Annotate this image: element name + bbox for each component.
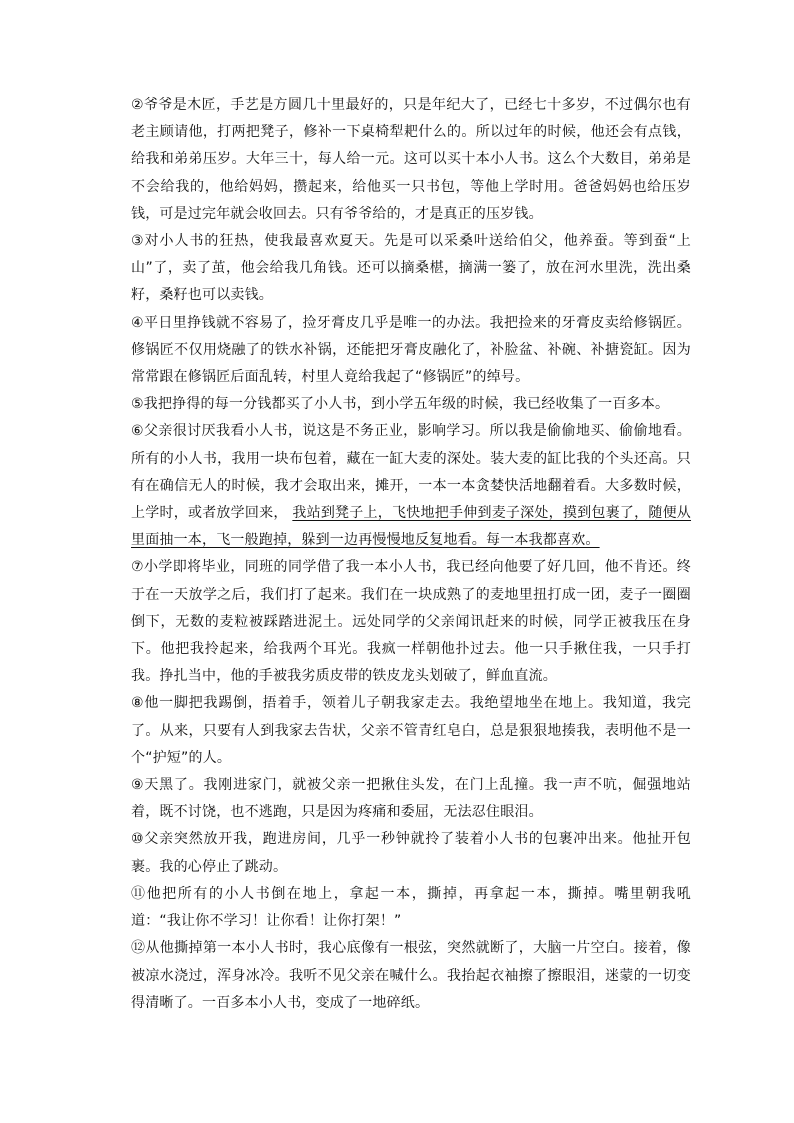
document-page [131, 92, 691, 1017]
paragraph-6-underlined-passage: 我站到凳子上，飞快地把手伸到麦子深处，摸到包裹了，随便从里面抽一本，飞一般跑掉，躲到一边再慢慢地反复地看。每一本我都喜欢。 [131, 505, 692, 549]
paragraph-9: ⑨天黑了。我刚进家门，就被父亲一把揪住头发，在门上乱撞。我一声不吭，倔强地站着，既不讨饶，也不逃跑，只是因为疼痛和委屈，无法忍住眼泪。 [131, 777, 691, 821]
paragraph-6 [131, 418, 691, 554]
paragraph-12: ⑫从他撕掉第一本小人书时，我心底像有一根弦，突然就断了，大脑一片空白。接着，像被凉水浇过，浑身冰冷。我听不见父亲在喊什么。我抬起衣袖擦了擦眼泪，迷蒙的一切变得清晰了。一百多本小人书，变成了一地碎纸。 [131, 940, 691, 1011]
paragraph-2: ②爷爷是木匠，手艺是方圆几十里最好的，只是年纪大了，已经七十多岁，不过偶尔也有老主顾请他，打两把凳子，修补一下桌椅犁耙什么的。所以过年的时候，他还会有点钱，给我和弟弟压岁。大年三十，每人给一元。这可以买十本小人书。这么个大数目，弟弟是不会给我的，他给妈妈，攒起来，给他买一只书包，等他上学时用。爸爸妈妈也给压岁钱，可是过完年就会收回去。只有爷爷给的，才是真正的压岁钱。 [131, 97, 691, 222]
paragraph-11: ⑪他把所有的小人书倒在地上，拿起一本，撕掉，再拿起一本，撕掉。嘴里朝我吼道：“我让你不学习！让你看！让你打架！” [131, 885, 691, 930]
paragraph-5: ⑤我把挣得的每一分钱都买了小人书，到小学五年级的时候，我已经收集了一百多本。 [131, 396, 670, 413]
paragraph-8: ⑧他一脚把我踢倒，捂着手，领着儿子朝我家走去。我绝望地坐在地上。我知道，我完了。从来，只要有人到我家去告状，父亲不管青红皂白，总是狠狠地揍我，表明他不是一个“护短”的人。 [131, 695, 691, 766]
paragraph-6-lead: ⑥父亲很讨厌我看小人书，说这是不务正业，影响学习。所以我是偷偷地买、偷偷地看。所有的小人书，我用一块布包着，藏在一缸大麦的深处。装大麦的缸比我的个头还高。只有在确信无人的时候，我才会取出来，摊开，一本一本贪婪快活地翻着看。大多数时候，上学时，或者放学回来， [131, 423, 691, 522]
paragraph-7: ⑦小学即将毕业，同班的同学借了我一本小人书，我已经向他要了好几回，他不肯还。终于在一天放学之后，我们打了起来。我们在一块成熟了的麦地里扭打成一团，麦子一圈圈倒下，无数的麦粒被踩踏进泥土。远处同学的父亲闻讯赶来的时候，同学正被我压在身下。他把我拎起来，给我两个耳光。我疯一样朝他扑过去。他一只手揪住我，一只手打我。挣扎当中，他的手被我劣质皮带的铁皮龙头划破了，鲜血直流。 [131, 559, 691, 685]
paragraph-10: ⑩父亲突然放开我，跑进房间，几乎一秒钟就拎了装着小人书的包裹冲出来。他扯开包裹。我的心停止了跳动。 [131, 831, 691, 875]
paragraph-3: ③对小人书的狂热，使我最喜欢夏天。先是可以采桑叶送给伯父，他养蚕。等到蚕“上山”了，卖了茧，他会给我几角钱。还可以摘桑椹，摘满一篓了，放在河水里洗，洗出桑籽，桑籽也可以卖钱。 [131, 233, 691, 304]
paragraph-4: ④平日里挣钱就不容易了，捡牙膏皮几乎是唯一的办法。我把捡来的牙膏皮卖给修锅匠。修锅匠不仅用烧融了的铁水补锅，还能把牙膏皮融化了，补脸盆、补碗、补搪瓷缸。因为常常跟在修锅匠后面乱转，村里人竟给我起了“修锅匠”的绰号。 [131, 314, 691, 386]
